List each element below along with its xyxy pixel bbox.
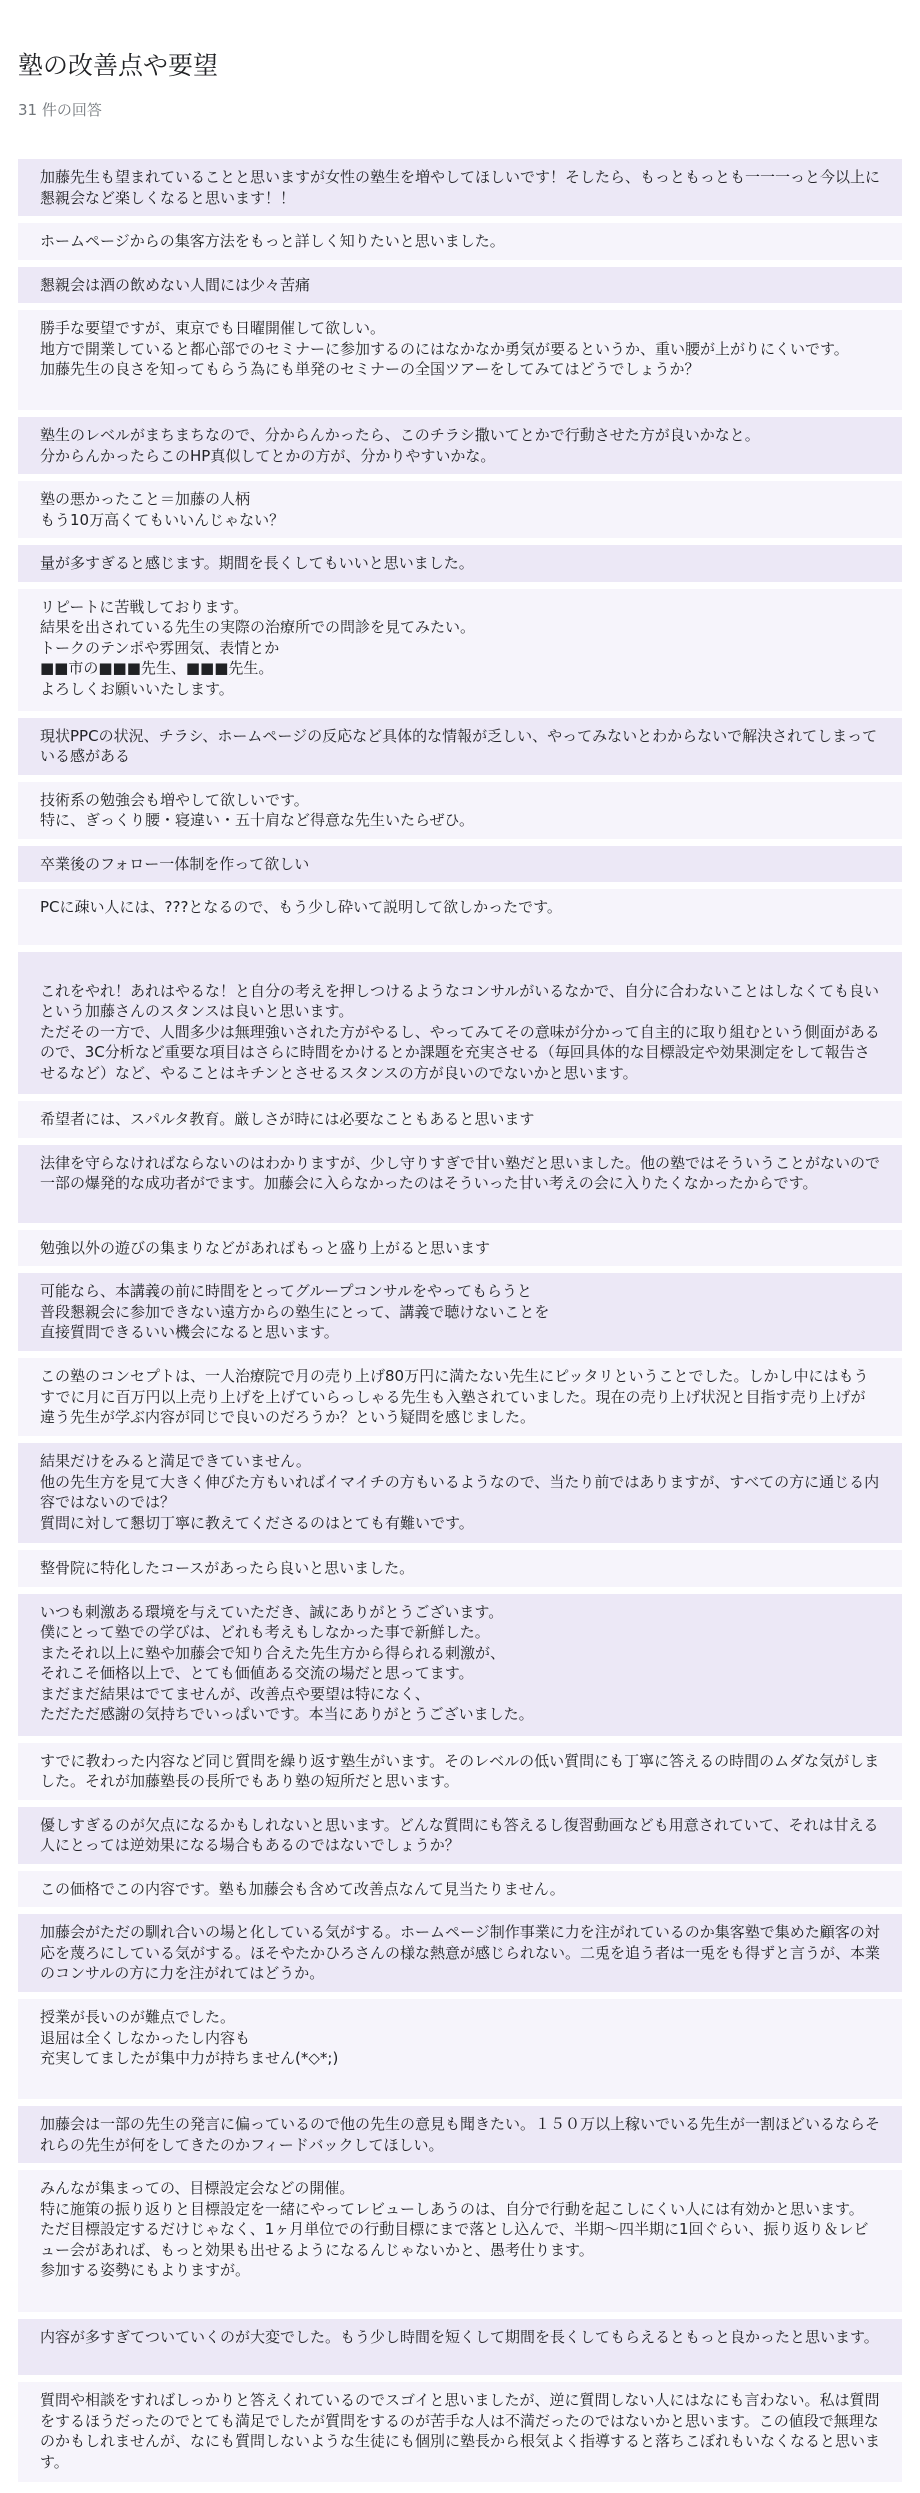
response-item: PCに疎い人には、???となるので、もう少し砕いて説明して欲しかったです。 — [18, 889, 902, 945]
response-item: すでに教わった内容など同じ質問を繰り返す塾生がいます。そのレベルの低い質問にも丁寧に答えるの時間のムダな気がしました。それが加藤塾長の長所でもあり塾の短所だと思います。 — [18, 1743, 902, 1800]
response-item: 技術系の勉強会も増やして欲しいです。 特に、ぎっくり腰・寝違い・五十肩など得意な先生いたらぜひ。 — [18, 782, 902, 839]
response-item: これをやれ！あれはやるな！と自分の考えを押しつけるようなコンサルがいるなかで、自分に合わないことはしなくても良いという加藤さんのスタンスは良いと思います。 ただその一方で、人間多少は無理強いされた方がやるし、やってみてその意味が分かって自主的に取り組むという側面があるので、3C分析など重要な項目はさらに時間をかけるとか課題を充実させる（毎回具体的な目標設定や効果測定をして報告させるなど）など、やることはキチンとさせるスタンスの方が良いのでないかと思います。 — [18, 952, 902, 1094]
response-count: 31 件の回答 — [18, 101, 102, 119]
response-item: 勝手な要望ですが、東京でも日曜開催して欲しい。 地方で開業していると都心部でのセミナーに参加するのにはなかなか勇気が要るというか、重い腰が上がりにくいです。 加藤先生の良さを知ってもらう為にも単発のセミナーの全国ツアーをしてみてはどうでしょうか？ — [18, 310, 902, 410]
response-item: 塾生のレベルがまちまちなので、分からんかったら、このチラシ撒いてとかで行動させた方が良いかなと。 分からんかったらこのHP真似してとかの方が、分かりやすいかな。 — [18, 417, 902, 474]
response-item: 可能なら、本講義の前に時間をとってグループコンサルをやってもらうと 普段懇親会に参加できない遠方からの塾生にとって、講義で聴けないことを 直接質問できるいい機会になると思います。 — [18, 1273, 902, 1351]
response-item: この塾のコンセプトは、一人治療院で月の売り上げ80万円に満たない先生にピッタリということでした。しかし中にはもうすでに月に百万円以上売り上げを上げていらっしゃる先生も入塾されていました。現在の売り上げ状況と目指す売り上げが違う先生が学ぶ内容が同じで良いのだろうか？という疑問を感じました。 — [18, 1358, 902, 1436]
response-item: リピートに苦戦しております。 結果を出されている先生の実際の治療所での問診を見てみたい。 トークのテンポや雰囲気、表情とか ■■市の■■■先生、■■■先生。 よろしくお願いいたします。 — [18, 589, 902, 711]
response-item: 内容が多すぎてついていくのが大変でした。もう少し時間を短くして期間を長くしてもらえるともっと良かったと思います。 — [18, 2319, 902, 2375]
response-item: みんなが集まっての、目標設定会などの開催。 特に施策の振り返りと目標設定を一緒にやってレビューしあうのは、自分で行動を起こしにくい人には有効かと思います。 ただ目標設定するだけじゃなく、1ヶ月単位での行動目標にまで落とし込んで、半期〜四半期に1回ぐらい、振り返り＆レビュー会があれば、もっと効果も出せるようになるんじゃないかと、愚考仕ります。 参加する姿勢にもよりますが。 — [18, 2170, 902, 2312]
response-item: 量が多すぎると感じます。期間を長くしてもいいと思いました。 — [18, 545, 902, 582]
response-item: 優しすぎるのが欠点になるかもしれないと思います。どんな質問にも答えるし復習動画なども用意されていて、それは甘える人にとっては逆効果になる場合もあるのではないでしょうか？ — [18, 1807, 902, 1864]
response-item: この価格でこの内容です。塾も加藤会も含めて改善点なんて見当たりません。 — [18, 1871, 902, 1908]
question-title: 塾の改善点や要望 — [18, 51, 219, 80]
response-item: 加藤先生も望まれていることと思いますが女性の塾生を増やしてほしいです！そしたら、もっともっとも一一一っと今以上に懇親会など楽しくなると思います！！ — [18, 159, 902, 216]
response-item: いつも刺激ある環境を与えていただき、誠にありがとうございます。 僕にとって塾での学びは、どれも考えもしなかった事で新鮮した。 またそれ以上に塾や加藤会で知り合えた先生方から得られる刺激が、 それこそ価格以上で、とても価値ある交流の場だと思ってます。 まだまだ結果はでてませんが、改善点や要望は特になく、 ただただ感謝の気持ちでいっぱいです。本当にありがとうございました。 — [18, 1594, 902, 1736]
response-item: 整骨院に特化したコースがあったら良いと思いました。 — [18, 1550, 902, 1587]
response-item: 法律を守らなければならないのはわかりますが、少し守りすぎで甘い塾だと思いました。他の塾ではそういうことがないので一部の爆発的な成功者がでます。加藤会に入らなかったのはそういった甘い考えの会に入りたくなかったからです。 — [18, 1145, 902, 1223]
response-item: 質問や相談をすればしっかりと答えくれているのでスゴイと思いましたが、逆に質問しない人にはなにも言わない。私は質問をするほうだったのでとても満足でしたが質問をするのが苦手な人は不満だったのではないかと思います。この値段で無理なのかもしれませんが、なにも質問しないような生徒にも個別に塾長から根気よく指導すると落ちこぼれもいなくなると思います。 — [18, 2382, 902, 2482]
response-item: 加藤会は一部の先生の発言に偏っているので他の先生の意見も聞きたい。１５０万以上稼いでいる先生が一割ほどいるならそれらの先生が何をしてきたのかフィードバックしてほしい。 — [18, 2106, 902, 2163]
response-item: 授業が長いのが難点でした。 退屈は全くしなかったし内容も 充実してましたが集中力が持ちません(*◇*;) — [18, 1999, 902, 2099]
response-item: 塾の悪かったこと＝加藤の人柄 もう10万高くてもいいんじゃない？ — [18, 481, 902, 538]
response-item: 卒業後のフォロー一体制を作って欲しい — [18, 846, 902, 883]
response-item: 懇親会は酒の飲めない人間には少々苦痛 — [18, 267, 902, 304]
response-item: 結果だけをみると満足できていません。 他の先生方を見て大きく伸びた方もいればイマイチの方もいるようなので、当たり前ではありますが、すべての方に通じる内容ではないのでは？ 質問に対して懇切丁寧に教えてくださるのはとても有難いです。 — [18, 1443, 902, 1543]
response-list — [18, 159, 902, 2482]
response-item: ホームページからの集客方法をもっと詳しく知りたいと思いました。 — [18, 223, 902, 260]
response-item: 現状PPCの状況、チラシ、ホームページの反応など具体的な情報が乏しい、やってみないとわからないで解決されてしまっている感がある — [18, 718, 902, 775]
response-item: 希望者には、スパルタ教育。厳しさが時には必要なこともあると思います — [18, 1101, 902, 1138]
response-item: 加藤会がただの馴れ合いの場と化している気がする。ホームページ制作事業に力を注がれているのか集客塾で集めた顧客の対応を蔑ろにしている気がする。ほそやたかひろさんの様な熱意が感じられない。二兎を追う者は一兎をも得ずと言うが、本業のコンサルの方に力を注がれてはどうか。 — [18, 1914, 902, 1992]
response-item: 勉強以外の遊びの集まりなどがあればもっと盛り上がると思います — [18, 1230, 902, 1267]
